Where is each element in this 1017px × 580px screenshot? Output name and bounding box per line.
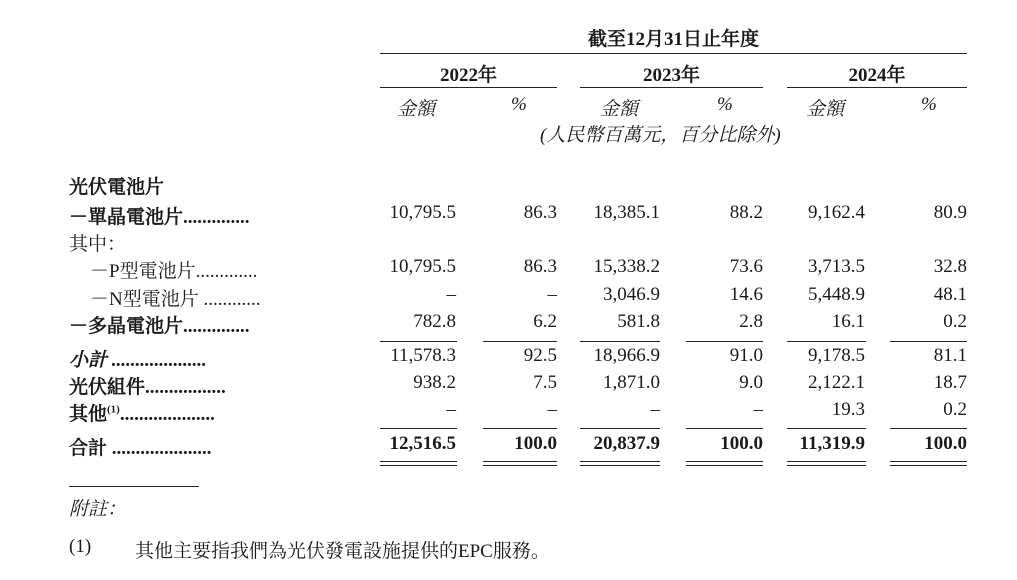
table-cell: 14.6 [729,284,763,305]
year-2022-header: 2022年 [439,65,497,86]
subtotal-rule-2022a [380,341,457,342]
row-label-text: 其他 [69,404,108,425]
table-cell: 20,837.9 [593,433,660,454]
row-label-text: －多晶電池片.............. [69,316,250,337]
pct-header-2023: % [717,94,733,115]
table-cell: 9,162.4 [808,202,865,223]
leader-dots: .................... [119,404,215,425]
total-double-rule-2024b [890,461,967,466]
table-cell: 7.5 [533,372,557,393]
table-cell: 32.8 [933,256,967,277]
table-cell: – [446,284,456,305]
amount-header-2022: 金額 [397,99,436,120]
year-2022-rule [380,87,557,88]
table-cell: – [446,399,456,420]
total-top-rule-2024a [787,428,866,429]
row-label-text: －N型電池片 ............ [90,289,261,310]
total-double-rule-2022a [380,461,457,466]
note-marker: (1) [69,536,92,557]
total-top-rule-2022b [483,428,557,429]
table-cell: 0.2 [943,311,967,332]
total-double-rule-2023b [686,461,763,466]
table-cell: 86.3 [523,256,557,277]
table-cell: 3,713.5 [808,256,865,277]
table-cell: 86.3 [523,202,557,223]
period-header: 截至12月31日止年度 [587,29,759,50]
table-cell: 10,795.5 [389,256,456,277]
table-cell: 2.8 [739,311,763,332]
row-label [90,284,260,311]
total-double-rule-2022b [483,461,557,466]
total-top-rule-2023a [580,428,660,429]
table-cell: 782.8 [413,311,456,332]
table-cell: – [753,399,763,420]
table-cell: 18,385.1 [593,202,660,223]
table-cell: 88.2 [729,202,763,223]
year-2024-rule [787,87,967,88]
table-cell: 581.8 [617,311,660,332]
table-cell: 80.9 [933,202,967,223]
row-label [69,345,207,372]
row-label [69,172,164,199]
row-label [69,229,126,256]
table-cell: 16.1 [831,311,865,332]
subtotal-rule-2022b [483,341,557,342]
total-top-rule-2024b [890,428,967,429]
table-cell: 6.2 [533,311,557,332]
amount-header-2023: 金額 [600,99,639,120]
notes-divider [69,486,199,487]
row-label-text: 合計 ..................... [69,438,212,459]
pct-header-2024: % [921,94,937,115]
table-cell: 91.0 [729,345,763,366]
row-label-text: 小計 .................... [69,350,207,371]
table-cell: 18.7 [933,372,967,393]
row-label [90,256,257,283]
table-cell: 11,578.3 [390,345,456,366]
row-label [69,399,215,426]
unit-note: (人民幣百萬元，百分比除外) [540,125,781,146]
row-label-text: 其中： [69,234,127,255]
table-cell: 73.6 [729,256,763,277]
table-cell: – [547,399,557,420]
subtotal-rule-2023a [580,341,660,342]
row-label-text: －P型電池片............. [90,261,258,282]
row-label-text: 光伏組件................. [69,377,226,398]
table-cell: 100.0 [924,433,967,454]
total-top-rule-2022a [380,428,457,429]
table-cell: 2,122.1 [808,372,865,393]
year-2023-header: 2023年 [642,65,700,86]
table-cell: – [547,284,557,305]
table-cell: 1,871.0 [603,372,660,393]
table-cell: – [650,399,660,420]
year-2023-rule [580,87,763,88]
table-cell: 92.5 [523,345,557,366]
subtotal-rule-2023b [686,341,763,342]
amount-header-2024: 金額 [806,99,845,120]
table-cell: 3,046.9 [603,284,660,305]
table-cell: 81.1 [933,345,967,366]
table-cell: 15,338.2 [593,256,660,277]
table-cell: 9,178.5 [808,345,865,366]
footnote-ref: (1) [107,403,120,416]
table-cell: 19.3 [831,399,865,420]
pct-header-2022: % [511,94,527,115]
table-cell: 5,448.9 [808,284,865,305]
subtotal-rule-2024b [890,341,967,342]
table-cell: 48.1 [933,284,967,305]
row-label [69,311,250,338]
notes-title: 附註： [69,499,127,520]
row-label [69,202,250,229]
row-label [69,372,226,399]
table-cell: 18,966.9 [593,345,660,366]
total-double-rule-2023a [580,461,660,466]
table-cell: 0.2 [943,399,967,420]
table-cell: 10,795.5 [389,202,456,223]
row-label-text: 光伏電池片 [69,177,165,198]
table-cell: 100.0 [514,433,557,454]
table-cell: 12,516.5 [389,433,456,454]
year-2024-header: 2024年 [848,65,906,86]
subtotal-rule-2024a [787,341,866,342]
period-header-rule [380,53,967,54]
total-double-rule-2024a [787,461,866,466]
table-cell: 9.0 [739,372,763,393]
row-label-text: －單晶電池片.............. [69,207,250,228]
note-text: 其他主要指我們為光伏發電設施提供的EPC服務。 [135,541,550,562]
table-cell: 11,319.9 [799,433,865,454]
row-label [69,433,212,460]
table-cell: 100.0 [720,433,763,454]
total-top-rule-2023b [686,428,763,429]
table-cell: 938.2 [413,372,456,393]
